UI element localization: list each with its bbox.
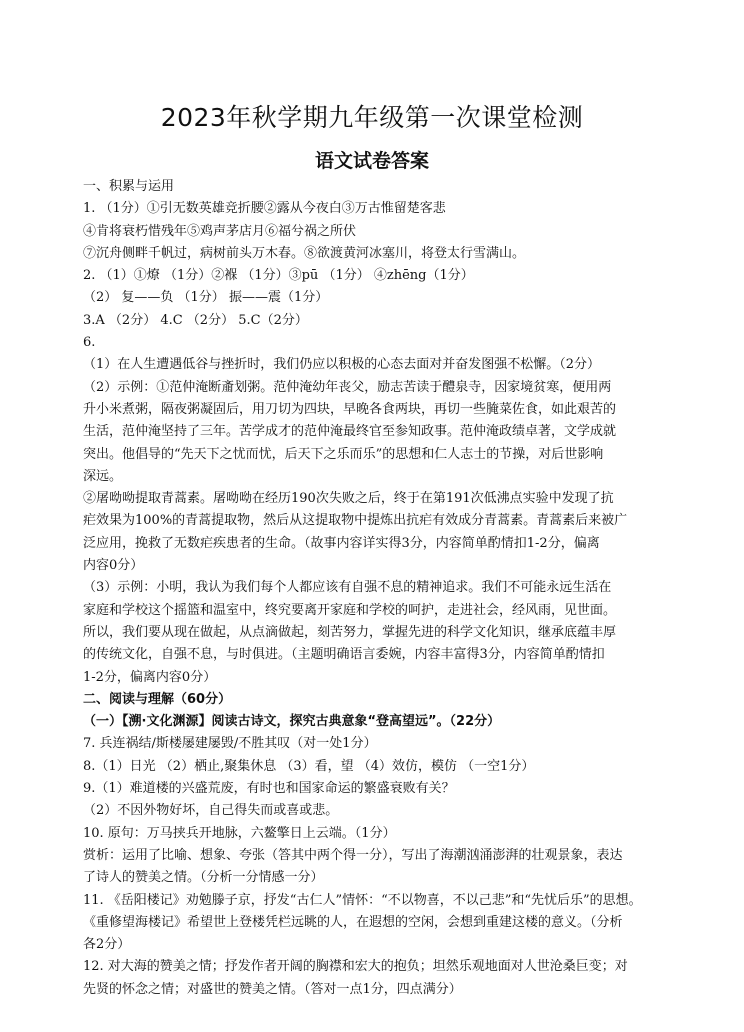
answer-line: 升小米煮粥，隔夜粥凝固后，用刀切为四块，早晚各食两块，再切一些腌菜佐食，如此艰苦的 <box>83 401 617 417</box>
answer-line: 9.（1）难道楼的兴盛荒废，有时也和国家命运的繁盛衰败有关？ <box>83 781 455 797</box>
answer-line: 《重修望海楼记》希望世上登楼凭栏远眺的人，在遐想的空闲，会想到重建这楼的意义。（分析 <box>83 914 623 930</box>
answer-line: ②屠呦呦提取青蒿素。屠呦呦在经历190次失败之后，终于在第191次低沸点实验中发现了抗 <box>83 491 614 507</box>
answer-line: 2. （1）①燎 （1分）②褓 （1分）③pū （1分） ④zhēng（1分） <box>83 268 474 284</box>
page-title: 2023年秋学期九年级第一次课堂检测 <box>160 103 584 132</box>
answer-body <box>83 176 668 1001</box>
answer-line: 家庭和学校这个摇篮和温室中，终究要离开家庭和学校的呵护，走进社会，经风雨，见世面。 <box>83 602 617 618</box>
answer-line: 8.（1）日光 （2）栖止,聚集休息 （3）看，望 （4）效仿，模仿 （一空1分） <box>83 758 535 774</box>
answer-line: ④肯将衰朽惜残年⑤鸡声茅店月⑥福兮祸之所伏 <box>83 223 357 239</box>
answer-line: 各2分） <box>83 937 131 953</box>
answer-line: 7. 兵连祸结/斯楼屡建屡毁/不胜其叹（对一处1分） <box>83 736 377 752</box>
answer-line: 泛应用，挽救了无数疟疾患者的生命。（故事内容详实得3分，内容简单酌情扣1-2分，偏离 <box>83 535 600 551</box>
answer-line: 深远。 <box>83 468 123 484</box>
answer-line: 1-2分，偏离内容0分） <box>83 669 217 685</box>
answer-line: （2） 复——负 （1分） 振——震（1分） <box>83 290 329 306</box>
answer-line: 12. 对大海的赞美之情；抒发作者开阔的胸襟和宏大的抱负；坦然乐观地面对人世沧桑巨变；对 <box>83 959 628 975</box>
answer-line: 先贤的怀念之情；对盛世的赞美之情。（答对一点1分，四点满分） <box>83 981 462 997</box>
answer-line: 生活，范仲淹坚持了三年。苦学成才的范仲淹最终官至参知政事。范仲淹政绩卓著，文学成就 <box>83 424 617 440</box>
answer-line: （1）在人生遭遇低谷与挫折时，我们仍应以积极的心态去面对并奋发图强不松懈。（2分） <box>83 357 601 373</box>
section-heading-2: 二、阅读与理解（60分） <box>83 691 232 707</box>
answer-line: 突出。他倡导的“先天下之忧而忧，后天下之乐而乐”的思想和仁人志士的节操，对后世影响 <box>83 446 604 462</box>
answer-line: （2）不因外物好坏，自己得失而或喜或悲。 <box>83 803 339 819</box>
page-subtitle: 语文试卷答案 <box>314 150 429 172</box>
answer-line: 11. 《岳阳楼记》劝勉滕子京，抒发“古仁人”情怀：“不以物喜，不以己悲”和“先忧后乐”的思想。 <box>83 892 642 908</box>
section-heading-1: 一、积累与运用 <box>83 179 175 194</box>
answer-line: 所以，我们要从现在做起，从点滴做起，刻苦努力，掌握先进的科学文化知识，继承底蕴丰厚 <box>83 624 617 640</box>
answer-line: 3.A （2分） 4.C （2分） 5.C（2分） <box>83 312 308 328</box>
answer-line: 的传统文化，自强不息，与时俱进。（主题明确语言委婉，内容丰富得3分，内容简单酌情扣 <box>83 647 605 663</box>
answer-line: 疟效果为100%的青蒿提取物，然后从这提取物中提炼出抗疟有效成分青蒿素。青蒿素后来被广 <box>83 513 628 529</box>
answer-line: 了诗人的赞美之情。（分析一分情感一分） <box>83 870 324 886</box>
answer-line: ⑦沉舟侧畔千帆过，病树前头万木春。⑧欲渡黄河冰塞川，将登太行雪满山。 <box>83 245 526 261</box>
answer-line: 1. （1分）①引无数英雄竞折腰②露从今夜白③万古惟留楚客悲 <box>83 201 446 217</box>
answer-line: 6. <box>83 335 96 351</box>
answer-line: （3）示例：小明，我认为我们每个人都应该有自强不息的精神追求。我们不可能永远生活在 <box>83 580 612 596</box>
subsection-heading: （一）【溯·文化渊源】阅读古诗文，探究古典意象“登高望远”。（22分） <box>83 714 501 730</box>
answer-line: （2）示例：①范仲淹断齑划粥。范仲淹幼年丧父，励志苦读于醴泉寺，因家境贫寒，便用两 <box>83 379 612 395</box>
answer-line: 赏析：运用了比喻、想象、夸张（答其中两个得一分），写出了海潮汹涌澎湃的壮观景象，表达 <box>83 847 623 863</box>
answer-line: 10. 原句：万马挟兵开地脉，六鳌擎日上云端。（1分） <box>83 825 396 841</box>
answer-line: 内容0分） <box>83 558 144 574</box>
